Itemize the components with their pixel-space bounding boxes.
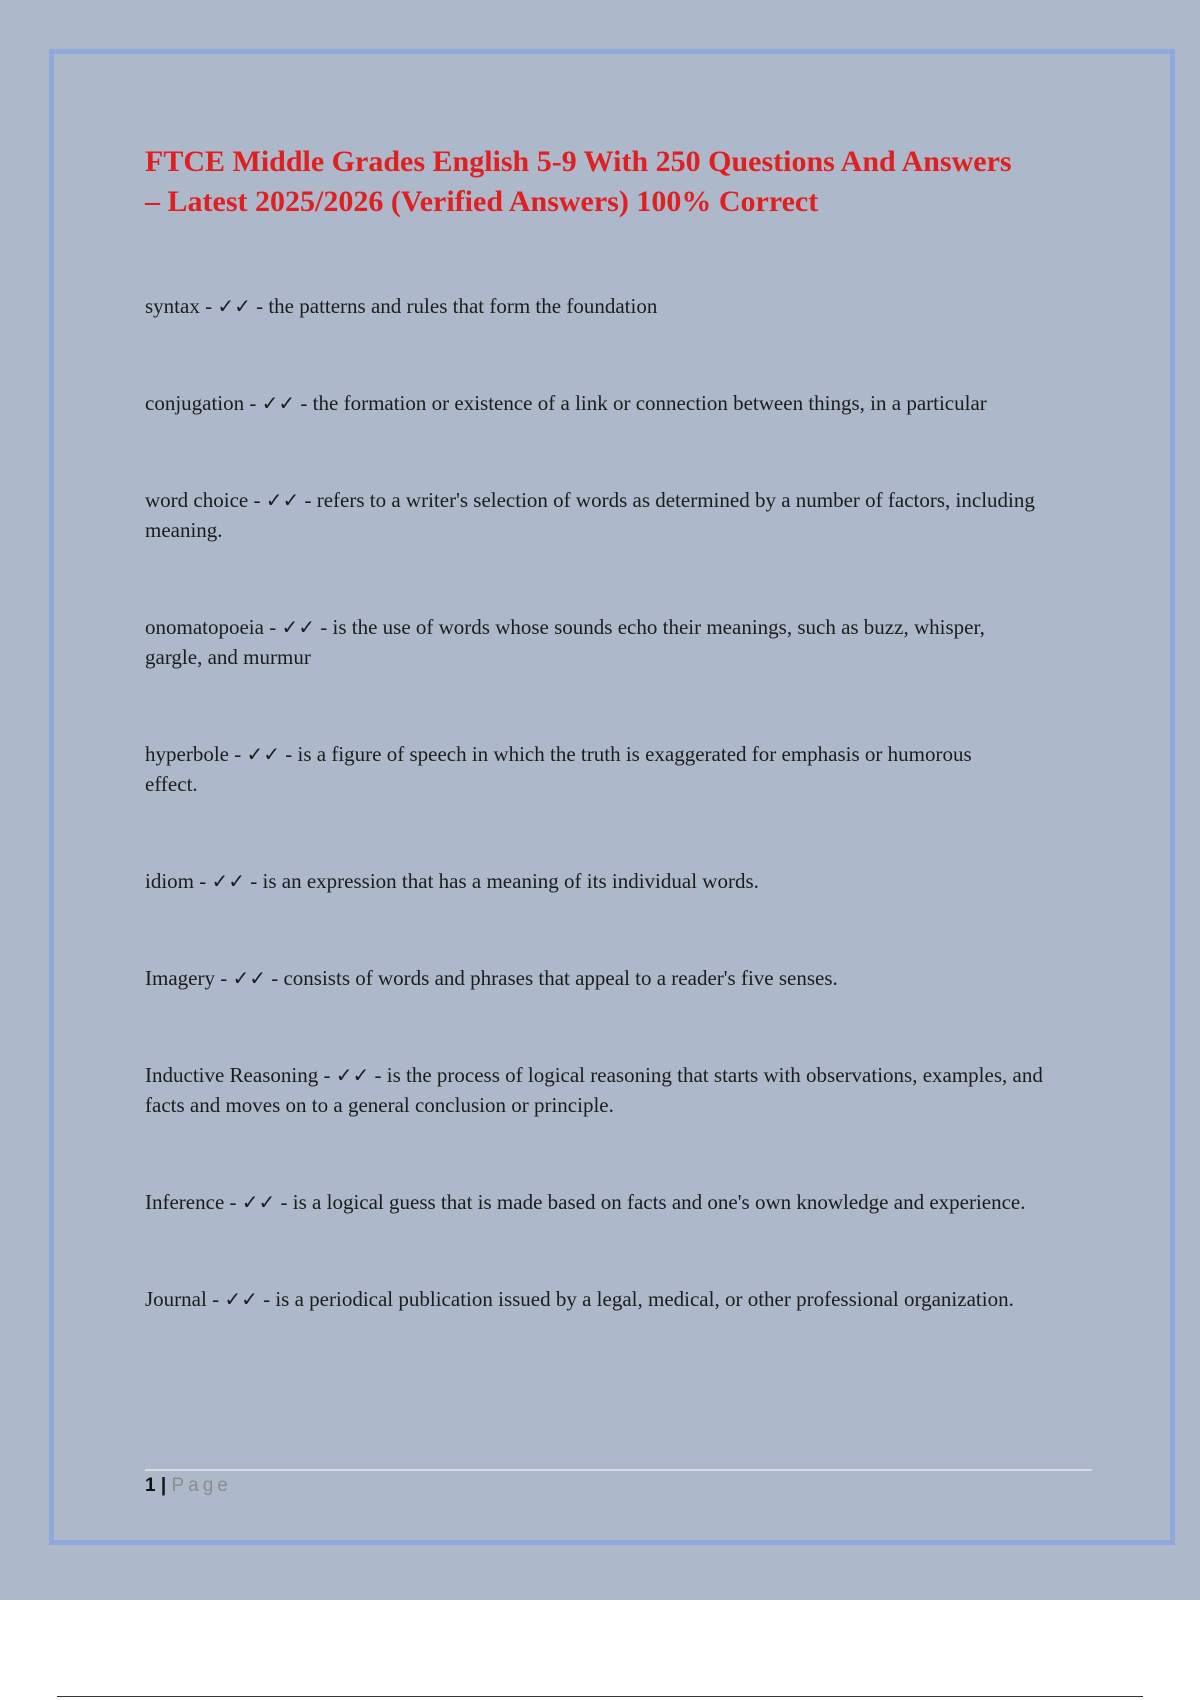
check-icon: ✓✓ — [211, 869, 246, 893]
term: Inference — [145, 1190, 225, 1214]
definition: is an expression that has a meaning of its individual words. — [262, 869, 759, 893]
definition: refers to a writer's selection of words as determined by a number of factors, including meaning. — [145, 488, 1035, 542]
term-entry-idiom: idiom - ✓✓ - is an expression that has a meaning of its individual words. — [145, 869, 759, 893]
document-content — [145, 142, 1095, 1381]
definition: is a logical guess that is made based on facts and one's own knowledge and experience. — [292, 1190, 1026, 1214]
definition: is a figure of speech in which the truth is exaggerated for emphasis or humorous effect. — [145, 742, 972, 796]
footer-divider — [145, 1469, 1092, 1471]
definition: consists of words and phrases that appeal to a reader's five senses. — [283, 966, 838, 990]
check-icon: ✓✓ — [232, 966, 266, 990]
term: conjugation — [145, 391, 245, 415]
term-list — [145, 291, 1095, 1314]
title-line-1: FTCE Middle Grades English 5-9 With 250 Questions And Answers — [145, 145, 1012, 178]
term: syntax — [145, 294, 200, 318]
check-icon: ✓✓ — [246, 742, 280, 766]
term: Inductive Reasoning — [145, 1063, 319, 1087]
definition: the patterns and rules that form the foundation — [268, 294, 658, 318]
check-icon: ✓✓ — [261, 391, 296, 415]
term-entry-inductive-reasoning: Inductive Reasoning - ✓✓ - is the process of logical reasoning that starts with observations, examples, and facts and moves on to a general conclusion or principle. — [145, 1063, 1043, 1117]
check-icon: ✓✓ — [265, 488, 300, 512]
term-entry-syntax: syntax - ✓✓ - the patterns and rules that form the foundation — [145, 294, 658, 318]
term: hyperbole — [145, 742, 229, 766]
check-icon: ✓✓ — [281, 615, 315, 639]
document-title — [145, 142, 1095, 222]
term-entry-onomatopoeia: onomatopoeia - ✓✓ - is the use of words whose sounds echo their meanings, such as buzz, whisper, gargle, and murmur — [145, 615, 985, 669]
definition: the formation or existence of a link or connection between things, in a particular — [312, 391, 987, 415]
check-icon: ✓✓ — [224, 1287, 258, 1311]
term-entry-word-choice: word choice - ✓✓ - refers to a writer's selection of words as determined by a number of factors, including meaning. — [145, 488, 1035, 542]
term: word choice — [145, 488, 249, 512]
term-entry-journal: Journal - ✓✓ - is a periodical publication issued by a legal, medical, or other professional organization. — [145, 1287, 1014, 1311]
check-icon: ✓✓ — [241, 1190, 276, 1214]
term: onomatopoeia — [145, 615, 264, 639]
term: idiom — [145, 869, 195, 893]
term-entry-conjugation: conjugation - ✓✓ - the formation or existence of a link or connection between things, in a particular — [145, 391, 987, 415]
definition: is the process of logical reasoning that starts with observations, examples, and facts and moves on to a general conclusion or principle. — [145, 1063, 1043, 1117]
term-entry-inference: Inference - ✓✓ - is a logical guess that is made based on facts and one's own knowledge and experience. — [145, 1190, 1026, 1214]
definition: is a periodical publication issued by a legal, medical, or other professional organization. — [275, 1287, 1014, 1311]
term-entry-hyperbole: hyperbole - ✓✓ - is a figure of speech in which the truth is exaggerated for emphasis or humorous effect. — [145, 742, 972, 796]
page-footer — [145, 1474, 232, 1498]
title-line-2: – Latest 2025/2026 (Verified Answers) 100% Correct — [145, 185, 819, 218]
check-icon: ✓✓ — [335, 1063, 370, 1087]
page-separator: | — [160, 1475, 167, 1496]
definition: is the use of words whose sounds echo their meanings, such as buzz, whisper, gargle, and murmur — [145, 615, 985, 669]
page-number: 1 — [145, 1475, 156, 1496]
check-icon: ✓✓ — [217, 294, 251, 318]
page-label: Page — [171, 1475, 232, 1496]
term-entry-imagery: Imagery - ✓✓ - consists of words and phrases that appeal to a reader's five senses. — [145, 966, 838, 990]
term: Journal — [145, 1287, 207, 1311]
term: Imagery — [145, 966, 215, 990]
next-page-divider — [57, 1696, 1143, 1697]
